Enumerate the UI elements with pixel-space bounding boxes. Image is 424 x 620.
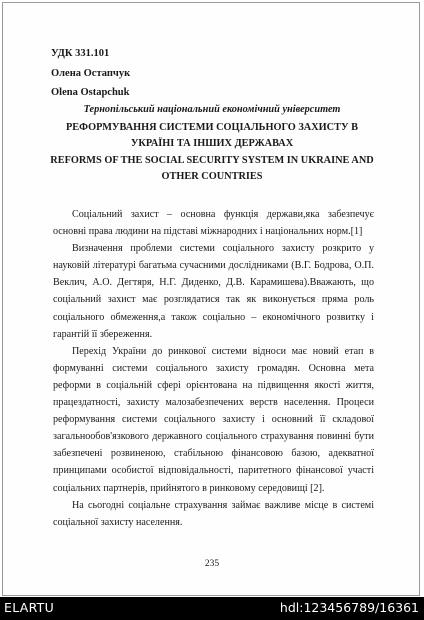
title-en-line1: REFORMS OF THE SOCIAL SECURITY SYSTEM IN UKRAINE AND bbox=[50, 155, 374, 166]
page-number: 235 bbox=[204, 559, 220, 569]
paragraph-3: Перехід України до ринкової системи відноси має новий етап в формуванні системи соціального захисту громадян. Основна мета реформи в соціальній сфері орієнтована на підвищення якості життя, працездатності, захисту малозабезпечених верств населення. Процеси реформування системи соціального захисту і основний її складової загальнообов'язкового державного соціального страхування повинні бути забезпечені розвиненою, стабільною фінансовою базою, адекватної принципами особистої відповідальності, паритетного фінансової участі соціальних партнерів, прийнятого в ринковому середовищі [2]. bbox=[53, 345, 374, 494]
title-ua-line2: УКРАЇНІ ТА ІНШИХ ДЕРЖАВАХ bbox=[130, 138, 294, 149]
udc-code: УДК 331.101 bbox=[51, 48, 110, 59]
university-name: Тернопільський національний економічний університет bbox=[83, 104, 341, 115]
author-ua: Олена Остапчук bbox=[51, 68, 131, 79]
handle-identifier: hdl:123456789/16361 bbox=[279, 600, 419, 615]
title-en-line2: OTHER COUNTRIES bbox=[161, 171, 263, 182]
paragraph-4: На сьогодні соціальне страхування займає важливе місце в системі соціальної захисту населення. bbox=[53, 499, 374, 528]
paragraph-2: Визначення проблеми системи соціального захисту розкрито у науковій літературі багатьма сучасними дослідниками (В.Г. Бодрова, О.П. Веклич, А.О. Дегтяря, Н.Г. Диденко, Д.В. Карамишева).Вважають, що соціальний захист має розглядатися так як виконується пряма роль соціального обмеження,а також соціально – економічного розвитку і гарантій її збереження. bbox=[53, 243, 374, 340]
repository-name: ELARTU bbox=[4, 600, 55, 615]
footer-bar bbox=[0, 597, 424, 620]
author-en: Olena Ostapchuk bbox=[51, 87, 130, 98]
article-body bbox=[53, 206, 374, 531]
paragraph-1: Соціальний захист – основна функція держави,яка забезпечує основні права людини на підставі міжнародних і національних норм.[1] bbox=[53, 209, 374, 238]
title-ua-line1: РЕФОРМУВАННЯ СИСТЕМИ СОЦІАЛЬНОГО ЗАХИСТУ В bbox=[65, 122, 358, 133]
